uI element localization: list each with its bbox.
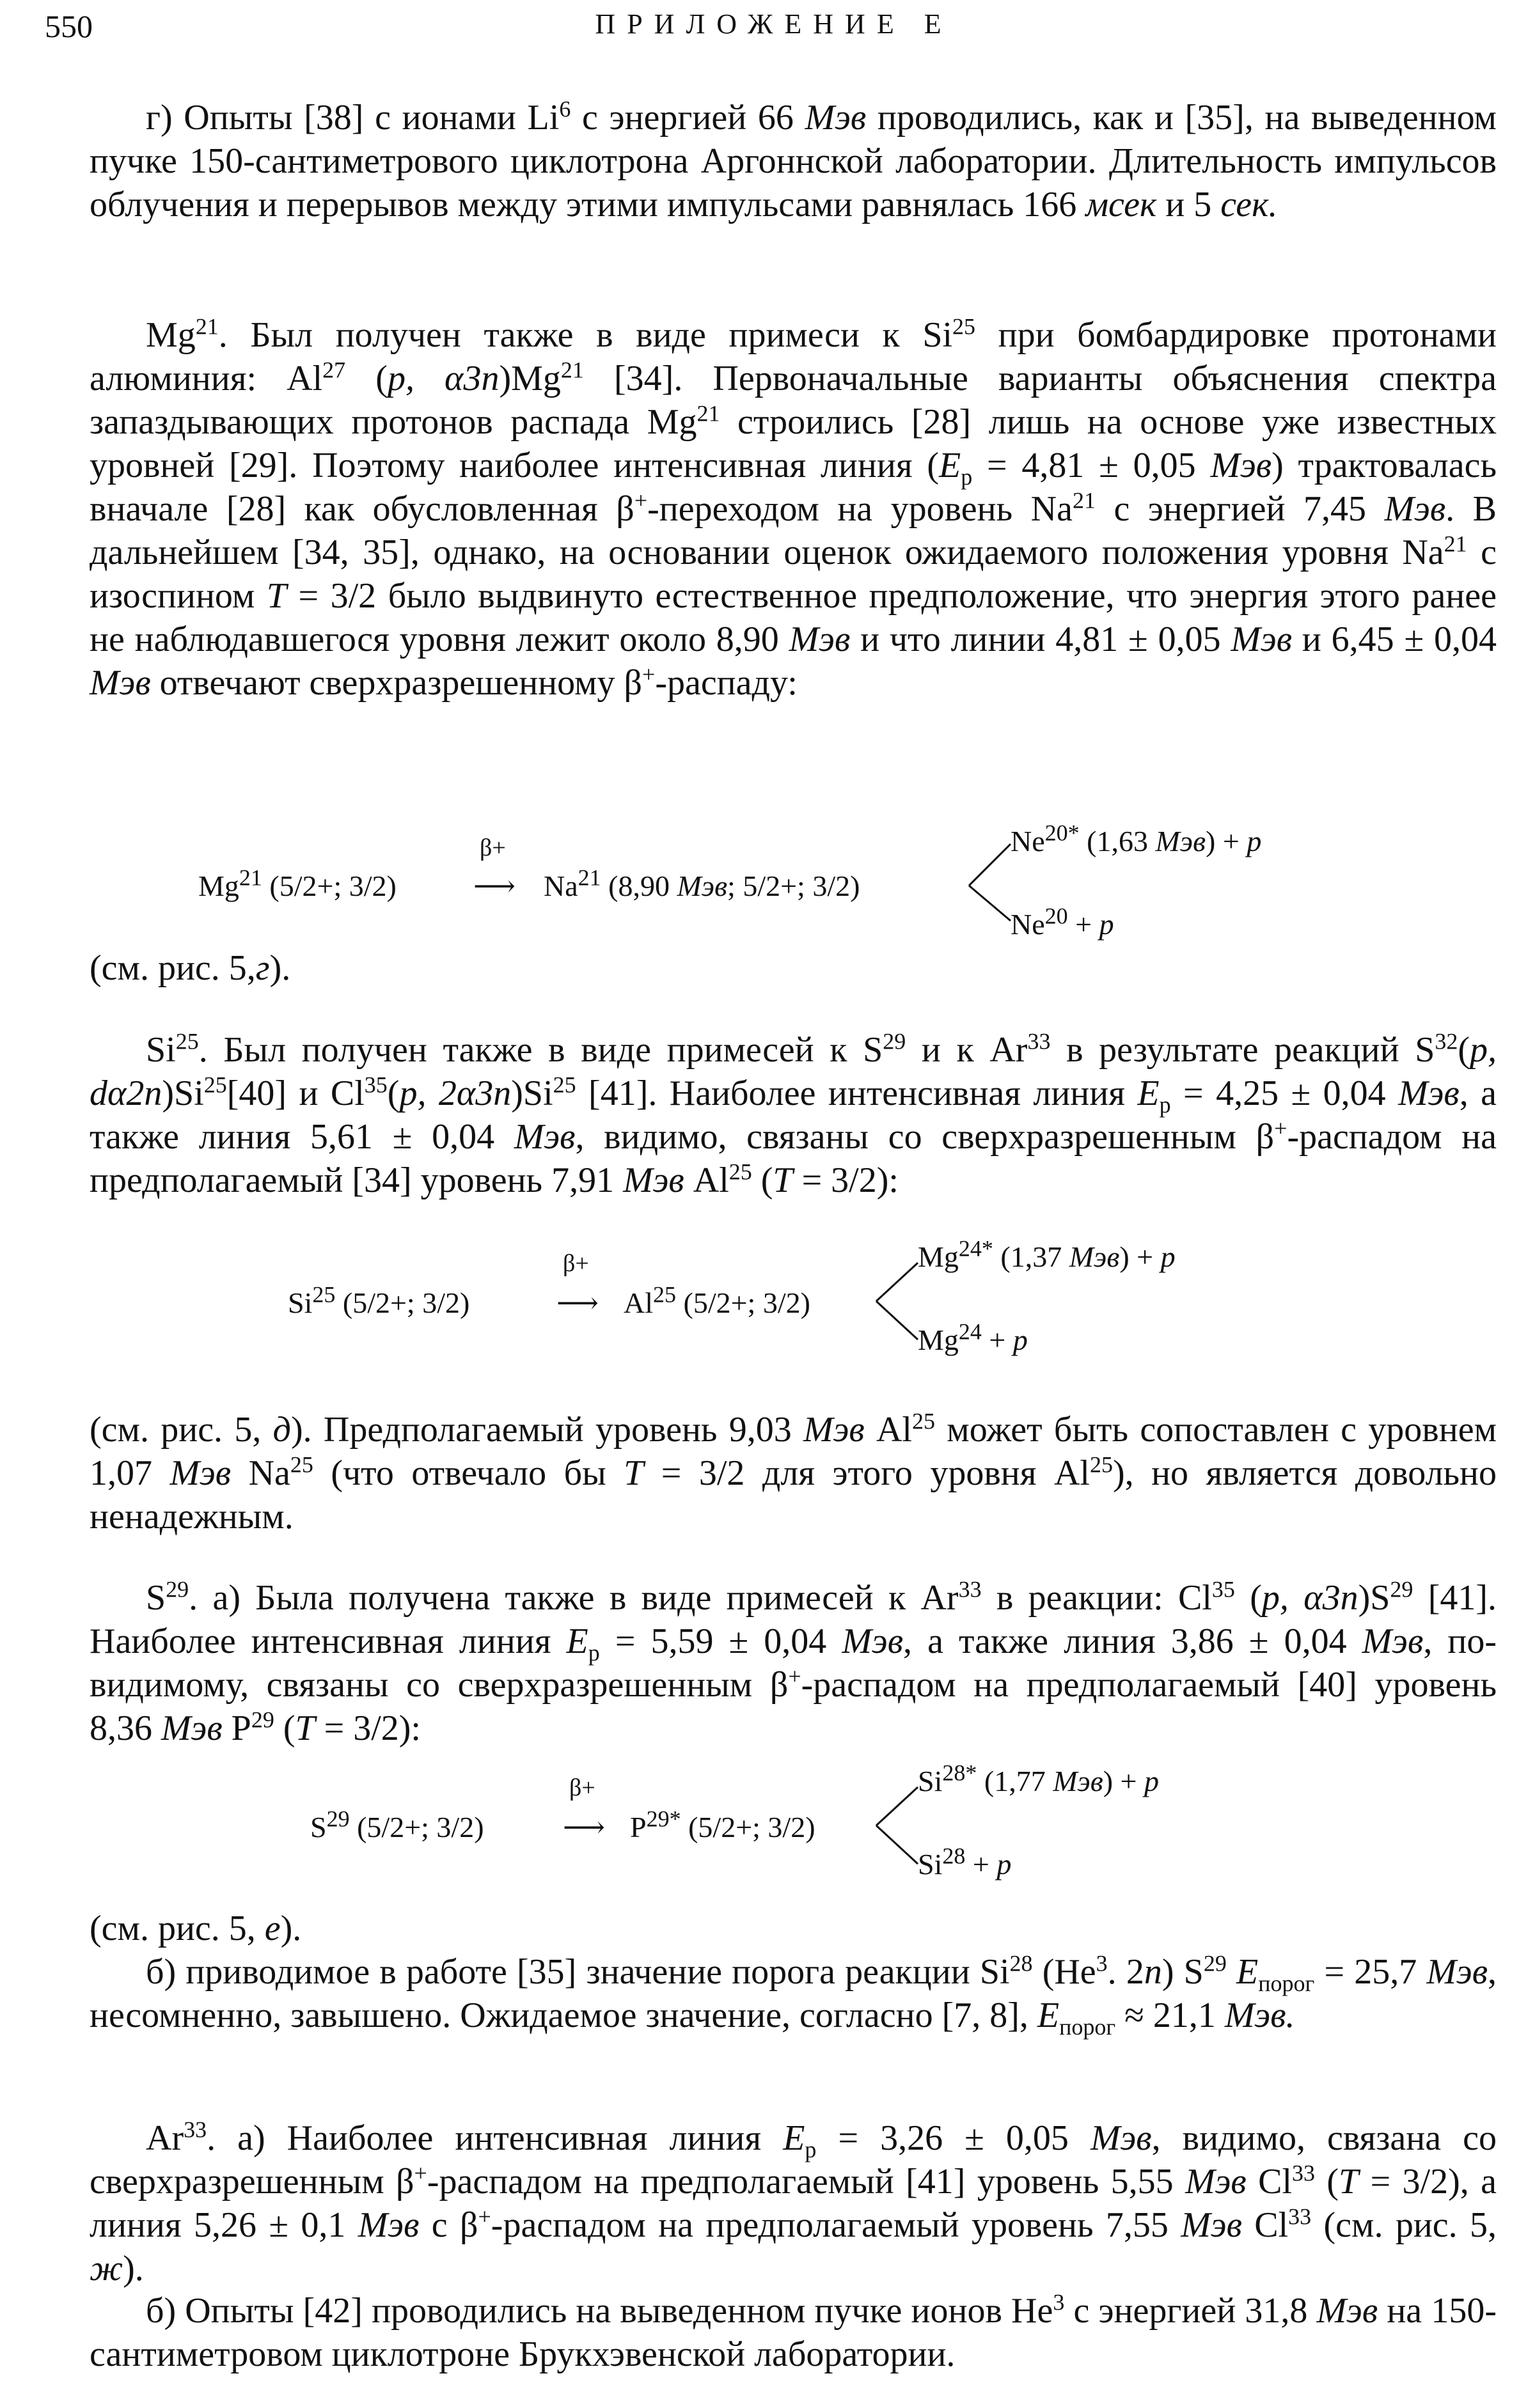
- paragraph-mg21: [90, 313, 1497, 705]
- text: (: [345, 359, 388, 398]
- italic-text: p, 2α3n: [399, 1074, 512, 1113]
- lower-branch-line: [876, 1301, 918, 1340]
- nuclide: Si: [918, 1765, 943, 1797]
- text: ), но является довольно ненадежным.: [90, 1453, 1497, 1536]
- subscript: p: [1159, 1092, 1171, 1118]
- superscript: 24: [958, 1318, 982, 1345]
- unit: Мэв: [1316, 2291, 1378, 2331]
- unit: Мэв: [1398, 1074, 1460, 1113]
- unit: мсек: [1085, 185, 1157, 224]
- text: . а) Была получена также в виде примесей к Ar: [189, 1578, 959, 1618]
- text: отвечают сверхразрешенному β: [150, 663, 642, 703]
- unit: Мэв: [161, 1708, 223, 1748]
- text: = 3,26 ± 0,05: [816, 2118, 1090, 2158]
- superscript: +: [788, 1663, 801, 1689]
- text: (: [274, 1708, 295, 1748]
- superscript: 35: [1211, 1576, 1235, 1602]
- italic-text: ж: [90, 2249, 123, 2288]
- superscript: 3: [1096, 1950, 1108, 1976]
- unit: Мэв: [1362, 1622, 1424, 1661]
- unit: Мэв: [514, 1117, 576, 1157]
- italic-text: T: [295, 1708, 315, 1748]
- superscript: 35: [364, 1072, 388, 1098]
- unit: Мэв: [1231, 620, 1293, 659]
- particle: p: [1160, 1240, 1176, 1273]
- unit: Мэв: [1426, 1952, 1488, 1992]
- italic-text: n: [1144, 1952, 1162, 1992]
- text: . В дальнейшем [34, 35], однако, на основании оценок ожидаемого положения уровня Na: [90, 489, 1497, 572]
- text: )Si: [162, 1074, 204, 1113]
- superscript: 25: [290, 1451, 313, 1478]
- running-title: ПРИЛОЖЕНИЕ Е: [595, 8, 953, 40]
- superscript: +: [634, 487, 648, 513]
- subscript: p: [588, 1640, 600, 1666]
- text: проводились, как и [35], на выведенном пучке 150-сантиметрового циклотрона Аргоннской лаборатории. Длительность импульсов облучения и перерывов между этими импульсами равнялась 166: [90, 98, 1497, 224]
- scheme-upper-product: [918, 1235, 1176, 1274]
- italic-text: T: [773, 1161, 793, 1200]
- unit: Мэв: [1384, 489, 1446, 529]
- see-figure-5g: [90, 946, 1497, 990]
- upper-branch-line: [876, 1787, 918, 1826]
- superscript: 28*: [942, 1760, 977, 1786]
- unit: Мэв: [1185, 2162, 1247, 2201]
- superscript: 21: [1072, 487, 1096, 513]
- lower-branch-line: [969, 886, 1011, 921]
- unit: Мэв: [805, 98, 867, 137]
- unit: Мэв: [358, 2205, 420, 2245]
- text: S: [146, 1578, 166, 1618]
- superscript: 29: [1203, 1950, 1227, 1976]
- text: (He: [1032, 1952, 1096, 1992]
- italic-text: д: [272, 1410, 291, 1450]
- superscript: 29: [166, 1576, 189, 1602]
- state: (5/2+; 3/2): [335, 1286, 470, 1319]
- superscript: 25: [553, 1072, 576, 1098]
- superscript: 21: [195, 313, 219, 340]
- superscript: 21: [239, 864, 262, 891]
- superscript: 25: [203, 1072, 227, 1098]
- unit: Мэв: [677, 870, 728, 902]
- text: = 25,7: [1314, 1952, 1427, 1992]
- superscript: 20*: [1044, 820, 1080, 846]
- text: (1,37: [993, 1240, 1069, 1273]
- nuclide: Al: [624, 1286, 653, 1319]
- scheme-arrow: ⟶: [563, 1811, 605, 1843]
- superscript: 29: [326, 1806, 350, 1832]
- text: P: [222, 1708, 251, 1748]
- text: (: [752, 1161, 773, 1200]
- italic-text: E: [1037, 1996, 1060, 2035]
- scheme-lower-product: [1011, 903, 1114, 941]
- text: на 150-сантиметровом циклотроне Брукхэвенской лаборатории.: [90, 2291, 1497, 2374]
- decay-scheme-s29: [310, 1760, 1334, 1893]
- text: (: [387, 1074, 400, 1113]
- superscript: 33: [1288, 2203, 1312, 2230]
- paragraph-ar33-b: [90, 2289, 1497, 2376]
- nuclide: S: [310, 1811, 327, 1843]
- text: )Si: [511, 1074, 553, 1113]
- unit: сек.: [1220, 185, 1278, 224]
- scheme-arrow: ⟶: [473, 870, 516, 902]
- text: -распадом на предполагаемый уровень 7,55: [491, 2205, 1181, 2245]
- italic-text: T: [624, 1453, 644, 1493]
- text: (: [1315, 2162, 1339, 2201]
- text: (: [1234, 1578, 1262, 1618]
- fraction: 3/2: [330, 576, 377, 616]
- text: +: [1067, 908, 1099, 941]
- text: =: [286, 576, 331, 616]
- scheme-lower-product: [918, 1843, 1012, 1881]
- text: =: [1358, 2162, 1403, 2201]
- subscript: порог: [1258, 1971, 1315, 1997]
- text: (1,77: [977, 1765, 1053, 1797]
- superscript: 21: [560, 357, 584, 383]
- subscript: p: [961, 464, 973, 490]
- text: Ar: [146, 2118, 184, 2158]
- text: +: [965, 1848, 997, 1880]
- superscript: +: [642, 661, 656, 687]
- text: (что отвечало бы: [313, 1453, 624, 1493]
- superscript: 29*: [646, 1806, 681, 1832]
- paragraph-ar33: [90, 2116, 1497, 2290]
- branch-arrows: [873, 1771, 924, 1880]
- state: (5/2+; 3/2): [349, 1811, 484, 1843]
- paragraph-si25: [90, 1028, 1497, 1202]
- text: с энергией 66: [571, 98, 805, 137]
- superscript: 21: [1444, 531, 1467, 557]
- text: [34]. Первоначальные варианты объяснения спектра запаздывающих протонов распада Mg: [90, 359, 1497, 442]
- text: в результате реакций S: [1050, 1030, 1435, 1070]
- branch-arrows: [966, 825, 1017, 940]
- text: -распадом на предполагаемый [40] уровень 8,36: [90, 1665, 1497, 1748]
- branch-arrows: [873, 1247, 924, 1356]
- state: (8,90: [601, 870, 677, 902]
- text: б) приводимое в работе [35] значение порога реакции Si: [146, 1952, 1010, 1992]
- scheme-daughter: [624, 1281, 810, 1320]
- scheme-daughter: [630, 1806, 815, 1844]
- fraction: 3/2: [1402, 2162, 1449, 2201]
- superscript: 29: [883, 1028, 906, 1054]
- nuclide: Si: [288, 1286, 313, 1319]
- superscript: 28: [1009, 1950, 1033, 1976]
- unit: Мэв: [169, 1453, 232, 1493]
- unit: Мэв: [803, 1410, 865, 1450]
- text: , несомненно, завышено. Ожидаемое значение, согласно [7, 8],: [90, 1952, 1497, 2035]
- text: Mg: [146, 315, 196, 355]
- text: ) трактовалась вначале [28] как обусловленная β: [90, 446, 1497, 529]
- particle: p: [1247, 825, 1262, 857]
- text: , видимо, связана со сверхразрешенным β: [90, 2118, 1497, 2201]
- text: с β: [419, 2205, 478, 2245]
- superscript: 25: [1089, 1451, 1113, 1478]
- italic-text: E: [1137, 1074, 1160, 1113]
- text: Cl: [1246, 2162, 1293, 2201]
- superscript: 33: [184, 2116, 207, 2143]
- text: = 4,25 ± 0,04: [1170, 1074, 1399, 1113]
- paragraph-g: [90, 96, 1497, 226]
- page-header: [45, 8, 1503, 52]
- page-number: 550: [45, 8, 93, 44]
- text: при бомбардировке протонами алюминия: Al: [90, 315, 1497, 398]
- text: (см. рис. 5,: [1311, 2205, 1497, 2245]
- text: = 5,59 ± 0,04: [599, 1622, 842, 1661]
- text: -распаду:: [655, 663, 798, 703]
- text: и к Ar: [906, 1030, 1028, 1070]
- superscript: 25: [312, 1281, 336, 1308]
- arrow-label: β+: [569, 1774, 595, 1801]
- text: (: [1458, 1030, 1470, 1070]
- text: )Mg: [499, 359, 561, 398]
- nuclide: Mg: [918, 1324, 959, 1356]
- text: ≈ 21,1: [1115, 1996, 1225, 2035]
- italic-text: г: [255, 948, 270, 988]
- text: Si: [146, 1030, 176, 1070]
- nuclide: Mg: [918, 1240, 959, 1273]
- text: =: [643, 1453, 699, 1493]
- scheme-daughter: [544, 864, 860, 903]
- text: -распадом на предполагаемый [41] уровень 5,55: [427, 2162, 1186, 2201]
- text: г) Опыты [38] с ионами Li: [146, 98, 560, 137]
- text: [1227, 1952, 1236, 1992]
- unit: Мэв: [1210, 446, 1272, 485]
- unit: Мэв: [1053, 1765, 1103, 1797]
- text: ) +: [1103, 1765, 1145, 1797]
- text: и что линии 4,81 ± 0,05: [850, 620, 1231, 659]
- text: +: [981, 1324, 1013, 1356]
- unit: Мэв: [1155, 825, 1206, 857]
- italic-text: T: [1339, 2162, 1359, 2201]
- text: в реакции: Cl: [981, 1578, 1212, 1618]
- nuclide: P: [630, 1811, 647, 1843]
- state: (5/2+; 3/2): [262, 870, 397, 902]
- text: (1,63: [1079, 825, 1156, 857]
- superscript: 25: [175, 1028, 199, 1054]
- unit: Мэв: [1181, 2205, 1242, 2245]
- superscript: 3: [1053, 2289, 1065, 2315]
- text: . Был получен также в виде примеси к Si: [218, 315, 953, 355]
- superscript: 32: [1435, 1028, 1458, 1054]
- text: ) S: [1161, 1952, 1204, 1992]
- text: с энергией 31,8: [1064, 2291, 1317, 2331]
- unit: Мэв: [623, 1161, 684, 1200]
- text: ).: [269, 948, 291, 988]
- text: , по-видимому, связаны со сверхразрешенным β: [90, 1622, 1497, 1705]
- superscript: 29: [251, 1707, 274, 1733]
- unit: Мэв: [789, 620, 851, 659]
- italic-text: E: [939, 446, 961, 485]
- upper-branch-line: [876, 1263, 918, 1301]
- particle: p: [1144, 1765, 1160, 1797]
- state: (5/2+; 3/2): [676, 1286, 810, 1319]
- paragraph-s29: [90, 1576, 1497, 1750]
- text: . Был получен также в виде примесей к S: [198, 1030, 883, 1070]
- state: (5/2+; 3/2): [681, 1811, 815, 1843]
- italic-text: е: [264, 1909, 281, 1948]
- particle: p: [1012, 1324, 1028, 1356]
- lower-branch-line: [876, 1826, 918, 1864]
- text: ):: [398, 1708, 421, 1748]
- superscript: 33: [1027, 1028, 1051, 1054]
- arrow-label: β+: [480, 834, 506, 861]
- superscript: 24*: [958, 1235, 993, 1262]
- text: )S: [1358, 1578, 1390, 1618]
- text: [41]. Наиболее интенсивная линия: [90, 1578, 1497, 1661]
- see-figure-5e: [90, 1907, 1497, 1950]
- subscript: p: [805, 2137, 817, 2163]
- superscript: 25: [952, 313, 976, 340]
- text: и 6,45 ± 0,04: [1292, 620, 1497, 659]
- superscript: 33: [1292, 2160, 1316, 2186]
- superscript: 25: [912, 1408, 935, 1434]
- superscript: 33: [958, 1576, 982, 1602]
- particle: p: [996, 1848, 1012, 1880]
- unit: Мэв: [1090, 2118, 1152, 2158]
- text: . 2: [1107, 1952, 1144, 1992]
- italic-text: p, α3n: [1261, 1578, 1358, 1618]
- text: ) +: [1206, 825, 1247, 857]
- text: было выдвинуто естественное предположение, что энергия этого ранее не наблюдавшегося уровня лежит около 8,90: [90, 576, 1497, 659]
- text: б) Опыты [42] проводились на выведенном пучке ионов He: [146, 2291, 1053, 2331]
- superscript: 21: [697, 400, 720, 426]
- italic-text: E: [1236, 1952, 1259, 1992]
- text: Al: [684, 1161, 729, 1200]
- scheme-arrow: ⟶: [556, 1286, 599, 1319]
- text: . а) Наиболее интенсивная линия: [207, 2118, 783, 2158]
- text: [40] и Cl: [226, 1074, 365, 1113]
- nuclide: Ne: [1011, 825, 1045, 857]
- text: ).: [123, 2249, 144, 2288]
- scheme-parent: [198, 864, 397, 903]
- paragraph-see-5d: [90, 1408, 1497, 1538]
- upper-branch-line: [969, 844, 1011, 886]
- paragraph-s29-b: [90, 1950, 1497, 2040]
- text: = 4,81 ± 0,05: [972, 446, 1211, 485]
- text: -переходом на уровень Na: [647, 489, 1073, 529]
- text: строились [28] лишь на основе уже известных уровней [29]. Поэтому наиболее интенсивная линия (: [90, 402, 1497, 485]
- text: -распадом на предполагаемый [34] уровень 7,91: [90, 1117, 1497, 1200]
- scheme-parent: [288, 1281, 470, 1320]
- text: , а также линия 5,61 ± 0,04: [90, 1074, 1497, 1157]
- italic-text: E: [566, 1622, 588, 1661]
- arrow-label: β+: [563, 1250, 589, 1277]
- superscript: +: [414, 2160, 427, 2186]
- decay-scheme-mg21: [198, 818, 1413, 946]
- nuclide: Na: [544, 870, 578, 902]
- text: может быть сопоставлен с уровнем 1,07: [90, 1410, 1497, 1493]
- scheme-upper-product: [918, 1760, 1160, 1798]
- text: ):: [876, 1161, 899, 1200]
- decay-scheme-si25: [288, 1235, 1311, 1368]
- unit: Мэв: [90, 663, 151, 703]
- superscript: 29: [1390, 1576, 1413, 1602]
- italic-text: E: [783, 2118, 805, 2158]
- text: Cl: [1241, 2205, 1289, 2245]
- text: , а также линия 3,86 ± 0,04: [903, 1622, 1362, 1661]
- superscript: 25: [728, 1159, 752, 1185]
- text: ). Предполагаемый уровень 9,03: [290, 1410, 804, 1450]
- unit: Мэв: [842, 1622, 904, 1661]
- text: с энергией 7,45: [1095, 489, 1385, 529]
- text: с изоспином: [90, 533, 1497, 616]
- italic-text: p, dα2n: [90, 1030, 1497, 1113]
- text: , видимо, связаны со сверхразрешенным β: [575, 1117, 1275, 1157]
- fraction: 3/2: [831, 1161, 877, 1200]
- superscript: 27: [322, 357, 346, 383]
- text: ), а линия 5,26 ± 0,1: [90, 2162, 1497, 2245]
- italic-text: p, α3n: [387, 359, 500, 398]
- text: =: [792, 1161, 831, 1200]
- nuclide: Ne: [1011, 908, 1045, 941]
- unit: Мэв: [1069, 1240, 1120, 1273]
- superscript: 6: [559, 96, 571, 122]
- state: ; 5/2+; 3/2): [727, 870, 860, 902]
- text: ) +: [1119, 1240, 1161, 1273]
- fraction: 3/2: [698, 1453, 745, 1493]
- unit: Мэв.: [1224, 1996, 1295, 2035]
- text: для этого уровня Al: [744, 1453, 1090, 1493]
- superscript: 28: [942, 1843, 966, 1869]
- text: (см. рис. 5,: [90, 1909, 265, 1948]
- particle: p: [1099, 908, 1114, 941]
- text: Na: [231, 1453, 290, 1493]
- superscript: 25: [653, 1281, 676, 1308]
- scheme-lower-product: [918, 1318, 1028, 1357]
- italic-text: T: [266, 576, 287, 616]
- scheme-parent: [310, 1806, 484, 1844]
- text: Al: [864, 1410, 912, 1450]
- text: и 5: [1156, 185, 1221, 224]
- superscript: 21: [578, 864, 601, 891]
- nuclide: Si: [918, 1848, 943, 1880]
- scheme-upper-product: [1011, 820, 1262, 858]
- superscript: +: [1274, 1115, 1287, 1141]
- subscript: порог: [1059, 2014, 1116, 2040]
- text: (см. рис. 5,: [90, 948, 256, 988]
- fraction: 3/2: [353, 1708, 399, 1748]
- superscript: 20: [1044, 903, 1068, 929]
- superscript: +: [478, 2203, 491, 2230]
- text: =: [315, 1708, 354, 1748]
- text: [41]. Наиболее интенсивная линия: [576, 1074, 1138, 1113]
- nuclide: Mg: [198, 870, 239, 902]
- text: ).: [280, 1909, 302, 1948]
- text: (см. рис. 5,: [90, 1410, 273, 1450]
